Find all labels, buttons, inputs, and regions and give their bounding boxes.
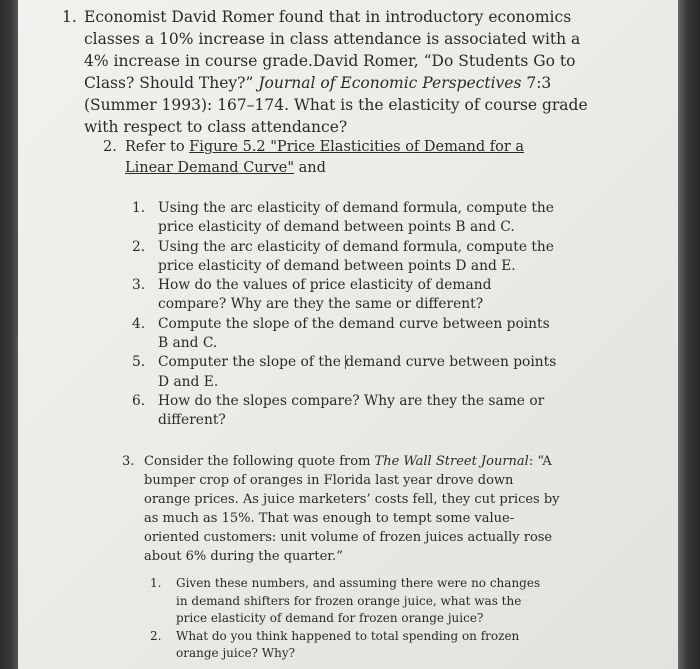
question-1-number: 1.	[62, 8, 77, 26]
list-item-number: 2.	[150, 628, 162, 643]
question-2-tail: and	[294, 160, 326, 176]
list-item-text: Computer the slope of the demand curve between points D and E.	[158, 354, 557, 390]
question-3-number: 3.	[122, 454, 135, 469]
source-title: The Wall Street Journal	[374, 454, 529, 469]
list-item-number: 1.	[132, 200, 146, 216]
question-1-text-b: 7:3 (Summer 1993): 167–174. What is the elasticity of course grade with respect to class attendance?	[84, 74, 588, 136]
question-3-text	[144, 452, 562, 566]
question-1-text	[84, 6, 592, 138]
question-2	[103, 137, 553, 179]
list-item-text: Given these numbers, and assuming there were no changes in demand shifters for frozen orange juice, what was the price elasticity of demand for frozen orange juice?	[176, 576, 541, 625]
list-item	[150, 628, 550, 663]
list-item	[132, 392, 562, 431]
list-item-text: Using the arc elasticity of demand formula, compute the price elasticity of demand between points D and E.	[158, 238, 554, 274]
text-cursor-icon	[345, 355, 352, 369]
journal-title: Journal of Economic Perspectives	[258, 74, 522, 92]
list-item-text: Using the arc elasticity of demand formula, compute the price elasticity of demand between points B and C.	[158, 200, 554, 236]
question-2-subitems	[132, 199, 562, 431]
screen-bezel-left	[0, 0, 18, 669]
list-item-text: How do the values of price elasticity of demand compare? Why are they the same or different?	[158, 277, 492, 313]
question-2-text	[125, 137, 553, 179]
list-item	[150, 575, 550, 628]
list-item-number: 3.	[132, 277, 146, 294]
list-item-number: 1.	[150, 576, 162, 590]
screen-bezel-right	[678, 0, 700, 669]
question-3-subitems	[150, 575, 550, 663]
figure-link[interactable]: Figure 5.2 "Price Elasticities of Demand for a Linear Demand Curve"	[125, 139, 525, 176]
question-1	[62, 6, 592, 138]
question-3	[122, 452, 562, 566]
list-item-text: Compute the slope of the demand curve between points B and C.	[158, 315, 550, 352]
question-2-number: 2.	[103, 139, 117, 155]
question-3-text-a: Consider the following quote from	[144, 454, 375, 469]
list-item-number: 6.	[132, 392, 146, 409]
question-3-text-b: : “A bumper crop of oranges in Florida last year drove down orange prices. As juice marketers’ costs fell, they cut prices by as much as 15%. That was enough to tempt some value-oriented customers: unit volume of frozen juices actually rose about 6% during the quarter.”	[144, 454, 560, 564]
list-item-number: 2.	[132, 238, 146, 255]
question-1-text-a: Economist David Romer found that in introductory economics classes a 10% increase in class attendance is associated with a 4% increase in course grade.David Romer, “Do Students Go to Class? Should They?”	[84, 8, 581, 92]
list-item	[132, 238, 562, 277]
list-item	[132, 276, 562, 315]
list-item	[132, 199, 562, 238]
list-item-number: 4.	[132, 315, 146, 332]
list-item	[132, 315, 562, 354]
list-item-text: What do you think happened to total spending on frozen orange juice? Why?	[176, 628, 520, 660]
list-item-number: 5.	[132, 354, 146, 371]
question-2-lead: Refer to	[125, 139, 190, 155]
list-item-text: How do the slopes compare? Why are they the same or different?	[158, 392, 545, 429]
